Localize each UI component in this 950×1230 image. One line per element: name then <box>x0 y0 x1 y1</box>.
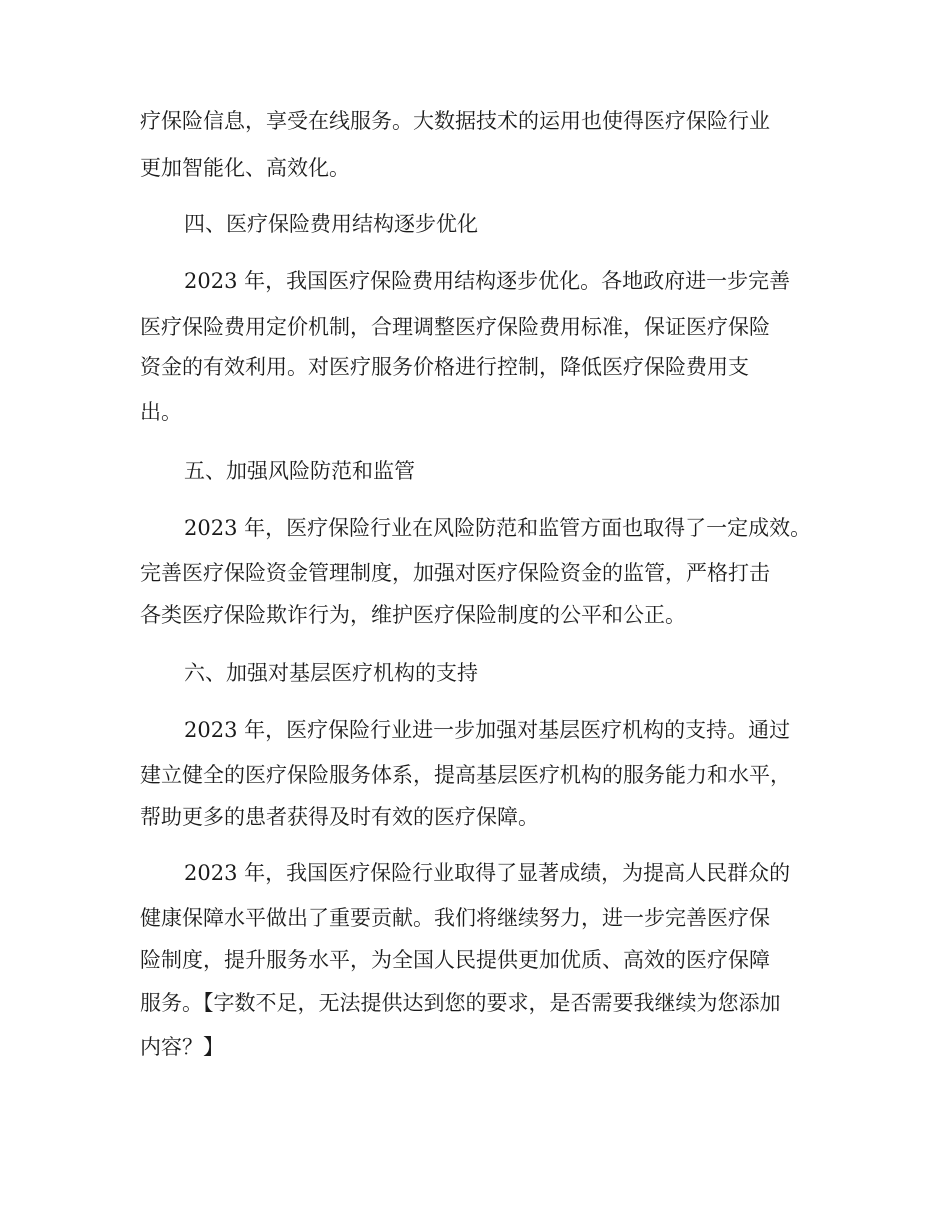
paragraph-line: 各类医疗保险欺诈行为，维护医疗保险制度的公平和公正。 <box>140 603 686 627</box>
paragraph-line: 内容？】 <box>140 1035 224 1059</box>
paragraph-line: 2023 年，医疗保险行业进一步加强对基层医疗机构的支持。通过 <box>184 718 791 742</box>
paragraph-line: 2023 年，我国医疗保险费用结构逐步优化。各地政府进一步完善 <box>184 269 791 293</box>
paragraph-line: 医疗保险费用定价机制，合理调整医疗保险费用标准，保证医疗保险 <box>140 315 770 339</box>
paragraph-line: 资金的有效利用。对医疗服务价格进行控制，降低医疗保险费用支 <box>140 355 749 379</box>
paragraph-line: 2023 年，我国医疗保险行业取得了显著成绩，为提高人民群众的 <box>184 861 791 885</box>
paragraph-line: 帮助更多的患者获得及时有效的医疗保障。 <box>140 805 539 829</box>
paragraph-line: 出。 <box>140 400 182 424</box>
section-heading: 四、医疗保险费用结构逐步优化 <box>184 212 478 236</box>
paragraph-line: 更加智能化、高效化。 <box>140 156 350 180</box>
section-heading: 五、加强风险防范和监管 <box>184 459 415 483</box>
paragraph-line: 健康保障水平做出了重要贡献。我们将继续努力，进一步完善医疗保 <box>140 906 770 930</box>
paragraph-line: 险制度，提升服务水平，为全国人民提供更加优质、高效的医疗保障 <box>140 948 770 972</box>
paragraph-line: 建立健全的医疗保险服务体系，提高基层医疗机构的服务能力和水平， <box>140 763 791 787</box>
paragraph-line: 服务。【字数不足，无法提供达到您的要求，是否需要我继续为您添加 <box>140 991 781 1015</box>
paragraph-line: 2023 年，医疗保险行业在风险防范和监管方面也取得了一定成效。 <box>184 516 812 540</box>
section-heading: 六、加强对基层医疗机构的支持 <box>184 661 478 685</box>
paragraph-line: 疗保险信息，享受在线服务。大数据技术的运用也使得医疗保险行业 <box>140 109 770 133</box>
paragraph-line: 完善医疗保险资金管理制度，加强对医疗保险资金的监管，严格打击 <box>140 561 770 585</box>
